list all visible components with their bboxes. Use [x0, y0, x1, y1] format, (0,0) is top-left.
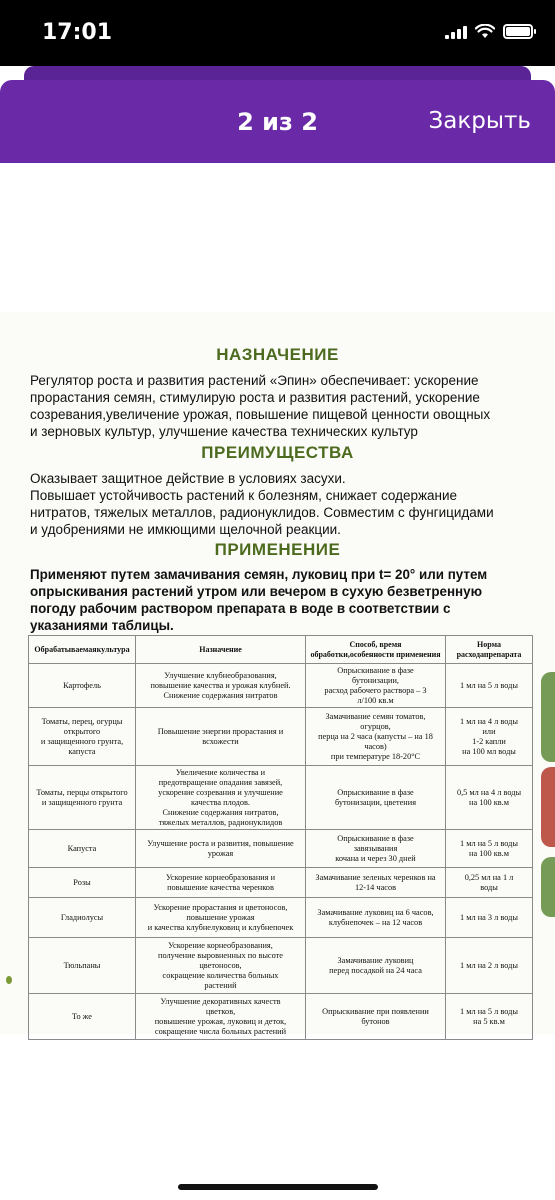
status-icons — [445, 24, 533, 39]
table-header-row — [29, 636, 533, 664]
wifi-icon — [475, 24, 495, 39]
close-button[interactable]: Закрыть — [428, 108, 531, 134]
header-rate: Норма расходапрепарата — [446, 636, 533, 664]
text-line: погоду рабочим раствором препарата в воде в соответствии с — [30, 601, 451, 616]
cell-culture: То же — [29, 994, 136, 1040]
heading-advantages: ПРЕИМУЩЕСТВА — [201, 443, 354, 462]
status-bar — [0, 0, 555, 66]
table-row — [29, 868, 533, 898]
cell-culture: Капуста — [29, 830, 136, 868]
text-line: указаниями таблицы. — [30, 618, 174, 633]
cell-rate: 1 мл на 5 л воды — [446, 664, 533, 708]
cell-culture: Розы — [29, 868, 136, 898]
usage-text — [30, 566, 516, 634]
cell-method: Замачивание луковиц перед посадкой на 24 часа — [306, 938, 446, 994]
cell-culture: Картофель — [29, 664, 136, 708]
cell-purpose: Улучшение клубнеобразования, повышение качества и урожая клубней. Снижение содержания нитратов — [136, 664, 306, 708]
table-row — [29, 994, 533, 1040]
cellular-signal-icon — [445, 25, 467, 39]
status-time: 17:01 — [42, 20, 113, 45]
table-row — [29, 830, 533, 868]
cell-rate: 0,25 мл на 1 л воды — [446, 868, 533, 898]
cell-rate: 1 мл на 5 л воды на 100 кв.м — [446, 830, 533, 868]
header-purpose: Назначение — [136, 636, 306, 664]
cell-culture: Гладиолусы — [29, 898, 136, 938]
cell-rate: 0,5 мл на 4 л воды на 100 кв.м — [446, 766, 533, 830]
table-row — [29, 766, 533, 830]
cell-method: Замачивание зеленых черенков на 12-14 часов — [306, 868, 446, 898]
table-row — [29, 898, 533, 938]
text-line: и удобрениями не имкющими щелочной реакции. — [30, 522, 341, 537]
battery-icon — [503, 24, 533, 39]
text-line: Повышает устойчивость растений к болезням, снижает содержание — [30, 488, 458, 503]
cell-method: Опрыскивание в фазе бутонизации, расход рабочего раствора – 3 л/100 кв.м — [306, 664, 446, 708]
advantages-text — [30, 470, 494, 538]
cell-method: Опрыскивание в фазе завязывания кочана и через 30 дней — [306, 830, 446, 868]
leaf-decoration — [6, 976, 12, 984]
text-line: нитратов, тяжелых металлов, радионуклидов. Совместим с фунгицидами — [30, 505, 494, 520]
cell-purpose: Ускорение корнеобразования и повышение качества черенков — [136, 868, 306, 898]
application-table — [28, 635, 533, 1040]
leaf-decoration — [541, 857, 555, 917]
text-line: Регулятор роста и развития растений «Эпин» обеспечивает: ускорение — [30, 373, 479, 388]
leaf-decoration — [541, 672, 555, 762]
heading-usage: ПРИМЕНЕНИЕ — [214, 540, 341, 559]
cell-purpose: Увеличение количества и предотвращение опадания завязей, ускорение созревания и улучшение качества плодов. Снижение содержания нитратов, тяжелых металлов, радионуклидов — [136, 766, 306, 830]
cell-culture: Тюльпаны — [29, 938, 136, 994]
cell-culture: Томаты, перцы открытого и защищенного грунта — [29, 766, 136, 830]
cell-purpose: Ускорение корнеобразования, получение выровненных по высоте цветоносов, сокращение количества больных растений — [136, 938, 306, 994]
table-row — [29, 664, 533, 708]
text-line: созревания,увеличение урожая, повышение пищевой ценности овощных — [30, 407, 491, 422]
cell-rate: 1 мл на 4 л воды или 1-2 капли на 100 мл воды — [446, 708, 533, 766]
cell-method: Замачивание луковиц на 6 часов, клубнепочек – на 12 часов — [306, 898, 446, 938]
cell-culture: Томаты, перец, огурцы открытого и защищенного грунта, капуста — [29, 708, 136, 766]
cell-method: Замачивание семян томатов, огурцов, перца на 2 часа (капусты – на 18 часов) при температуре 18-20°С — [306, 708, 446, 766]
tomato-decoration — [541, 767, 555, 847]
cell-rate: 1 мл на 5 л воды на 5 кв.м — [446, 994, 533, 1040]
cell-method: Опрыскивание в фазе бутонизации, цветения — [306, 766, 446, 830]
cell-purpose: Улучшение декоративных качеств цветков, повышение урожая, луковиц и деток, сокращение числа больных растений — [136, 994, 306, 1040]
home-indicator[interactable] — [178, 1184, 378, 1190]
purpose-text — [30, 372, 490, 440]
cell-rate: 1 мл на 3 л воды — [446, 898, 533, 938]
page-counter: 2 из 2 — [237, 108, 318, 136]
heading-purpose: НАЗНАЧЕНИЕ — [216, 345, 339, 364]
cell-purpose: Ускорение прорастания и цветоносов, повышение урожая и качества клубнелуковиц и клубнепочек — [136, 898, 306, 938]
cell-method: Опрыскивание при появлении бутонов — [306, 994, 446, 1040]
table-row — [29, 938, 533, 994]
cell-rate: 1 мл на 2 л воды — [446, 938, 533, 994]
table-row — [29, 708, 533, 766]
header-culture: Обрабатываемаякультура — [29, 636, 136, 664]
text-line: и зерновых культур, улучшение качества технических культур — [30, 424, 418, 439]
text-line: Оказывает защитное действие в условиях засухи. — [30, 471, 346, 486]
text-line: Применяют путем замачивания семян, луковиц при t= 20° или путем — [30, 567, 488, 582]
cell-purpose: Улучшение роста и развития, повышение урожая — [136, 830, 306, 868]
text-line: опрыскивания растений утром или вечером в сухую безветренную — [30, 584, 483, 599]
header-method: Способ, время обработки,особенности применения — [306, 636, 446, 664]
text-line: прорастания семян, стимулирую роста и развития растений, ускорение — [30, 390, 480, 405]
cell-purpose: Повышение энергии прорастания и всхожести — [136, 708, 306, 766]
viewer-nav-bar — [0, 80, 555, 163]
